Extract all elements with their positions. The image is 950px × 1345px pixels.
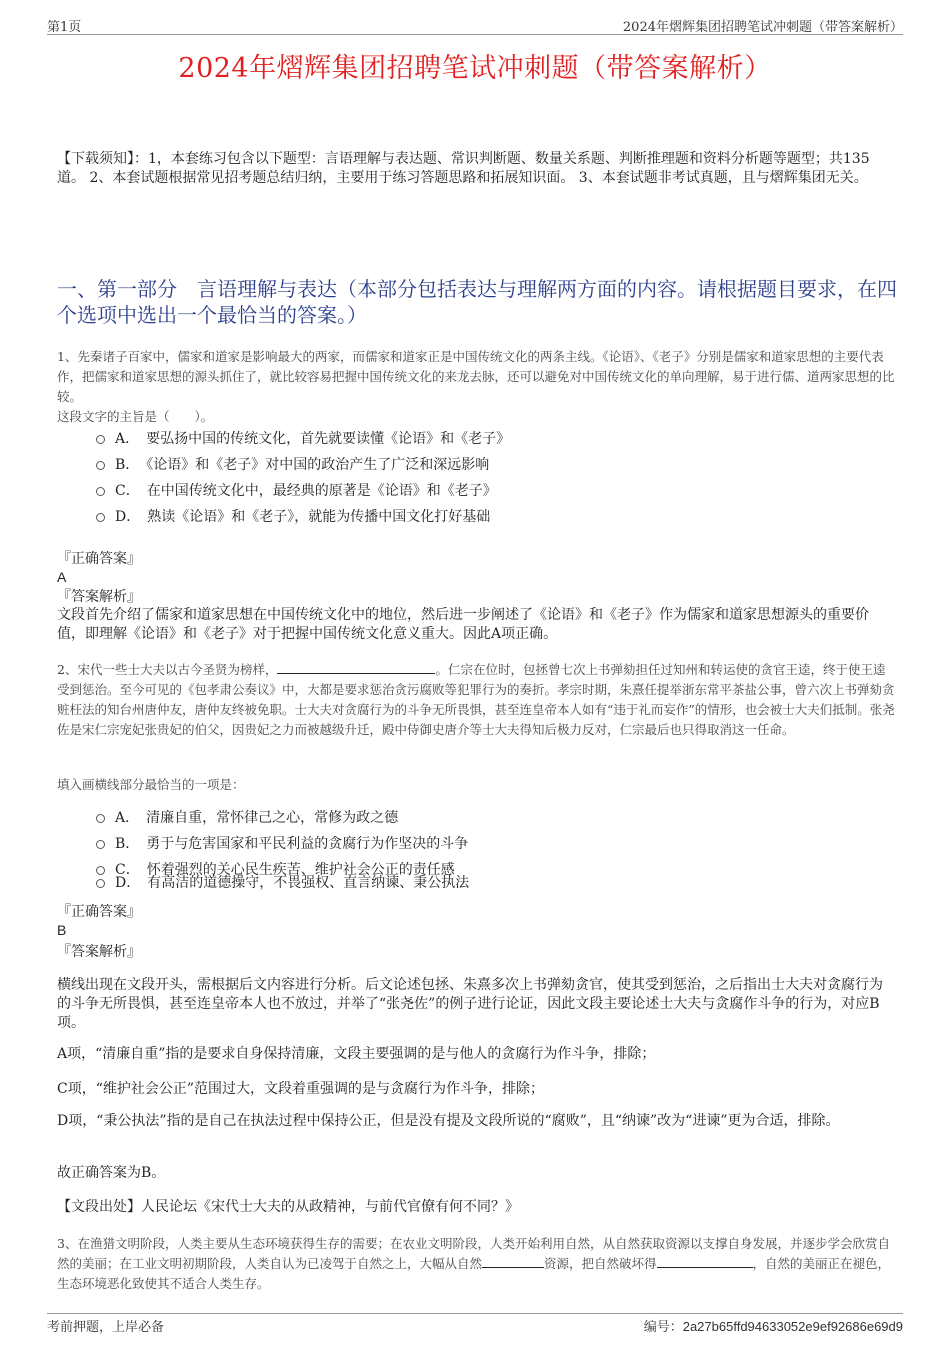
- option-text: 怀着强烈的关心民生疾苦、维护社会公正的责任感: [146, 862, 455, 878]
- q2-answer: B: [57, 922, 67, 938]
- q1-option-c[interactable]: [96, 481, 497, 501]
- option-key: B．: [115, 457, 133, 473]
- fill-blank: [482, 1255, 544, 1268]
- option-key: D．: [115, 509, 134, 525]
- q1-option-d[interactable]: [96, 507, 490, 527]
- q2-option-b[interactable]: [96, 834, 468, 854]
- q1-answer: A: [57, 569, 67, 585]
- radio-icon[interactable]: [96, 435, 105, 444]
- option-key: B．: [115, 836, 133, 852]
- option-key: A．: [115, 810, 133, 826]
- option-key: A．: [115, 431, 133, 447]
- q2-answer-label: 『正确答案』: [57, 904, 141, 920]
- q2-analysis: 横线出现在文段开头，需根据后文内容进行分析。后文论述包拯、朱熹多次上书弹劾贪官，使其受到惩治，之后指出士大夫对贪腐行为的斗争无所畏惧，甚至连皇帝本人也不放过，并举了“张尧佐”的例子进行论证，因此文段主要论述士大夫与贪腐作斗争的行为，对应B项。: [57, 977, 883, 1031]
- header-doc-title: 2024年熠辉集团招聘笔试冲刺题（带答案解析）: [622, 20, 903, 35]
- q2-analysis-label: 『答案解析』: [57, 944, 141, 960]
- option-text: 熟读《论语》和《老子》，就能为传播中国文化打好基础: [147, 509, 491, 525]
- radio-icon[interactable]: [96, 814, 105, 823]
- option-text: 《论语》和《老子》对中国的政治产生了广泛和深远影响: [146, 457, 490, 473]
- q3-stem: [57, 1234, 897, 1294]
- option-key: D．: [115, 875, 134, 891]
- q3-stem-mid: 资源，把自然破坏得: [544, 1256, 657, 1271]
- q2-source: 【文段出处】人民论坛《宋代士大夫的从政精神，与前代官僚有何不同？》: [57, 1199, 519, 1215]
- option-text: 在中国传统文化中，最经典的原著是《论语》和《老子》: [146, 483, 497, 499]
- footer-code-value: 2a27b65ffd94633052e9ef92686e69d9: [682, 1319, 903, 1334]
- q2-option-a-note: A项，“清廉自重”指的是要求自身保持清廉，文段主要强调的是与他人的贪腐行为作斗争，排除；: [57, 1046, 656, 1062]
- q1-analysis: 文段首先介绍了儒家和道家思想在中国传统文化中的地位，然后进一步阐述了《论语》和《老子》作为儒家和道家思想源头的重要价值，即理解《论语》和《老子》对于把握中国传统文化意义重大。因此A项正确。: [57, 607, 869, 642]
- q2-option-c-note: C项，“维护社会公正”范围过大，文段着重强调的是与贪腐行为作斗争，排除；: [57, 1081, 545, 1097]
- fill-blank: [657, 1255, 753, 1268]
- radio-icon[interactable]: [96, 513, 105, 522]
- page-header: [47, 16, 903, 35]
- download-notice: 【下载须知】：1，本套练习包含以下题型：言语理解与表达题、常识判断题、数量关系题、判断推理题和资料分析题等题型；共135道。 2、本套试题根据常见招考题总结归纳，主要用于练习答题思路和拓展知识面。 3、本套试题非考试真题，且与熠辉集团无关。: [57, 151, 870, 186]
- fill-blank: [277, 661, 435, 674]
- q3-stem-end: ，自然的美丽正在褪色，生态环境恶化致使其不适合人类生存。: [57, 1256, 891, 1291]
- footer-code-label: 编号：: [643, 1320, 683, 1335]
- section-heading: 一、第一部分 言语理解与表达（本部分包括表达与理解两方面的内容。请根据题目要求，在四个选项中选出一个最恰当的答案。）: [57, 277, 897, 327]
- option-text: 勇于与危害国家和平民利益的贪腐行为作坚决的斗争: [146, 836, 469, 852]
- radio-icon[interactable]: [96, 840, 105, 849]
- q1-analysis-label: 『答案解析』: [57, 589, 141, 605]
- q3-stem-start: 3、在渔猎文明阶段，人类主要从生态环境获得生存的需要；在农业文明阶段，人类开始利用自然，从自然获取资源以支撑自身发展，并逐步学会欣赏自然的美丽；在工业文明初期阶段，人类自认为已凌驾于自然之上，大幅从自然: [57, 1236, 890, 1271]
- page-footer: [47, 1313, 903, 1334]
- q2-option-d-note: D项，“秉公执法”指的是自己在执法过程中保持公正，但是没有提及文段所说的“腐败”，且“纳谏”改为“进谏”更为合适，排除。: [57, 1113, 840, 1129]
- footer-code: [644, 1316, 903, 1335]
- q2-option-d[interactable]: [96, 873, 469, 893]
- q1-answer-label: 『正确答案』: [57, 551, 141, 567]
- option-key: C．: [115, 862, 133, 878]
- page-number: 第1页: [47, 20, 82, 35]
- option-text: 要弘扬中国的传统文化，首先就要读懂《论语》和《老子》: [146, 431, 511, 447]
- option-key: C．: [115, 483, 133, 499]
- q2-stem: [57, 660, 897, 740]
- q1-prompt: 这段文字的主旨是（ ）。: [57, 409, 214, 424]
- q2-conclusion: 故正确答案为B。: [57, 1165, 166, 1181]
- page-title: 2024年熠辉集团招聘笔试冲刺题（带答案解析）: [178, 53, 772, 84]
- q2-stem-rest: 。仁宗在位时，包拯曾七次上书弹劾担任过知州和转运使的贪官王逵，终于使王逵受到惩治。至今可见的《包孝肃公奏议》中，大都是要求惩治贪污腐败等犯罪行为的奏折。孝宗时期，朱熹任提举浙东常平茶盐公事，曾六次上书弹劾贪赃枉法的知台州唐仲友，唐仲友终被免职。士大夫对贪腐行为的斗争无所畏惧，甚至连皇帝本人如有“违于礼而妄作”的情形，也会被士大夫们抵制。张尧佐是宋仁宗宠妃张贵妃的伯父，因贵妃之力而被越级升迁，殿中侍御史唐介等士大夫得知后极力反对，仁宗最后也只得取消这一任命。: [57, 662, 895, 737]
- q2-prompt: 填入画横线部分最恰当的一项是：: [57, 777, 245, 792]
- radio-icon[interactable]: [96, 879, 105, 888]
- q2-option-a[interactable]: [96, 808, 398, 828]
- option-text: 清廉自重，常怀律己之心，常修为政之德: [146, 810, 399, 826]
- q1-option-b[interactable]: [96, 455, 489, 475]
- radio-icon[interactable]: [96, 461, 105, 470]
- footer-slogan: 考前押题，上岸必备: [47, 1320, 165, 1335]
- radio-icon[interactable]: [96, 487, 105, 496]
- option-text: 有高洁的道德操守，不畏强权、直言纳谏、秉公执法: [147, 875, 470, 891]
- q1-option-a[interactable]: [96, 429, 510, 449]
- q2-stem-start: 2、宋代一些士大夫以古今圣贤为榜样，: [57, 662, 278, 677]
- q1-stem: 1、先秦诸子百家中，儒家和道家是影响最大的两家，而儒家和道家正是中国传统文化的两条主线。《论语》、《老子》分别是儒家和道家思想的主要代表作，把儒家和道家思想的源头抓住了，就比较容易把握中国传统文化的来龙去脉，还可以避免对中国传统文化的单向理解，易于进行儒、道两家思想的比较。: [57, 349, 895, 404]
